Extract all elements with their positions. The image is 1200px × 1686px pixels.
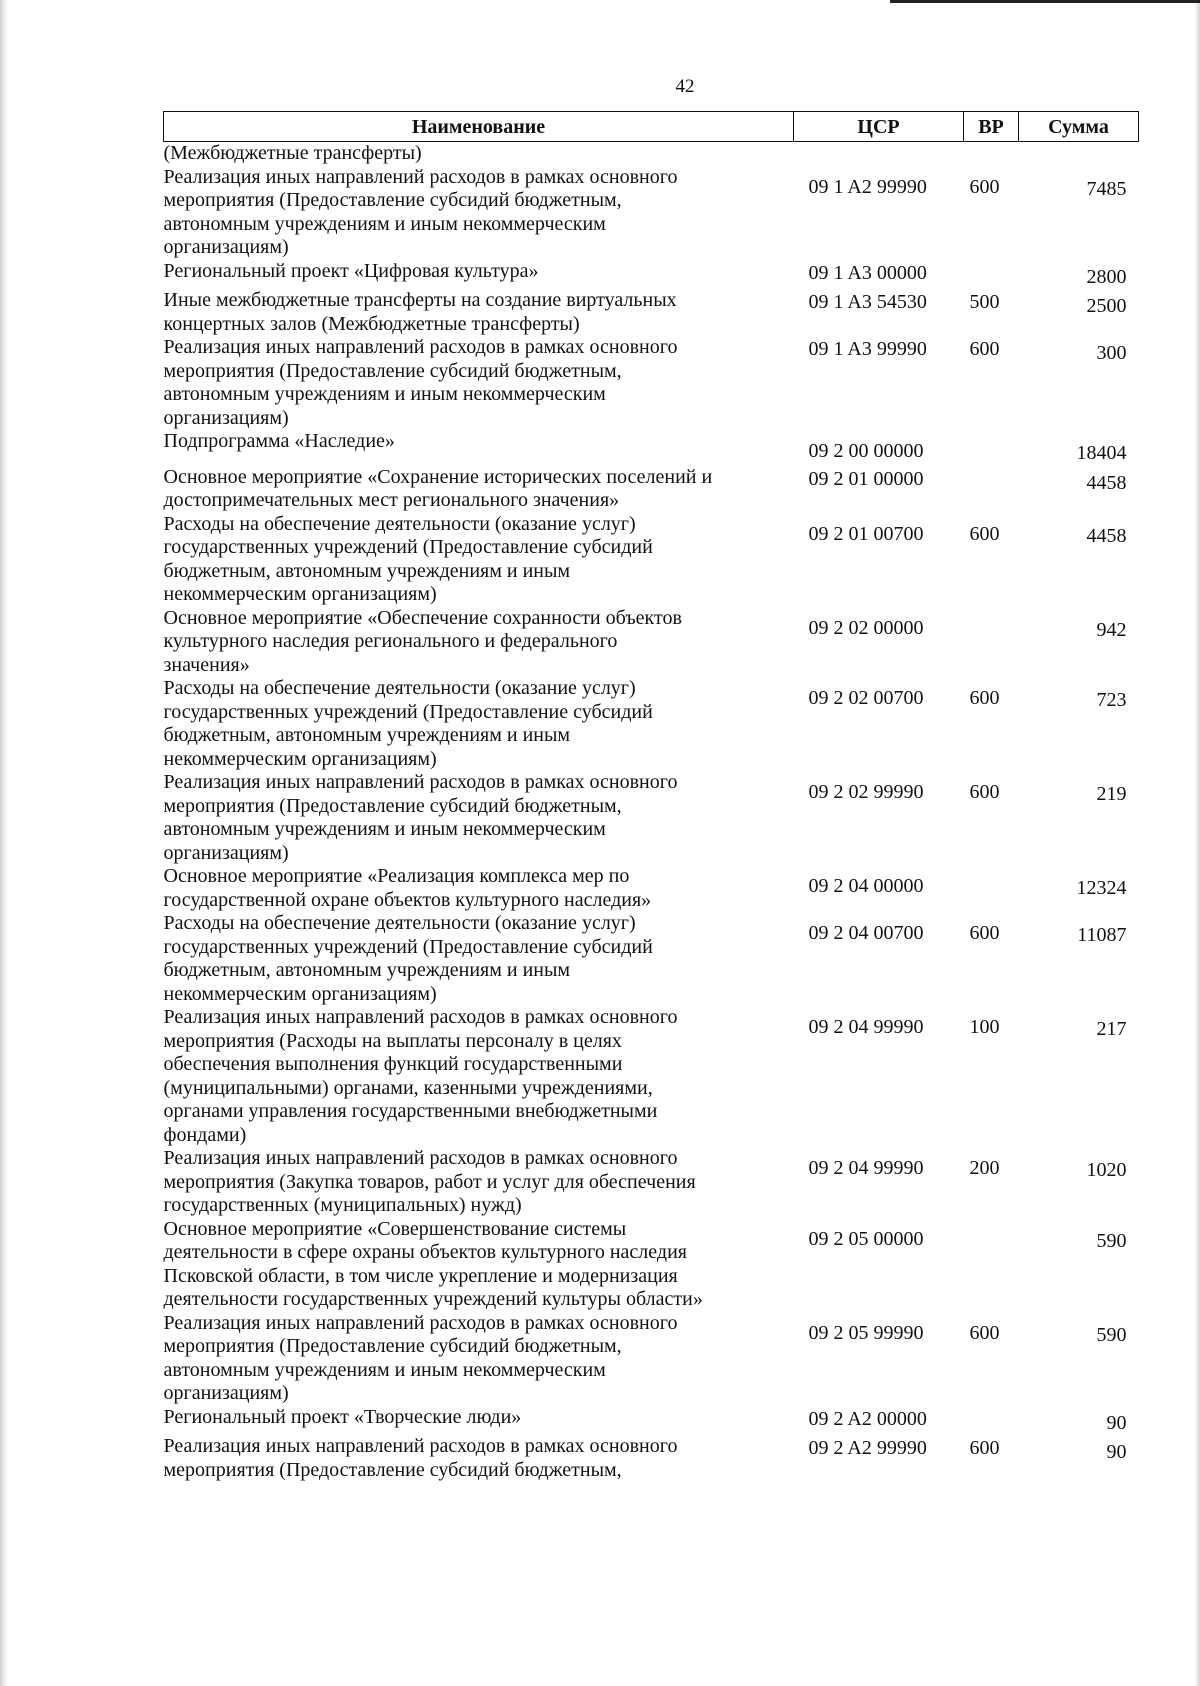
cell-vr: 600: [969, 922, 1000, 944]
cell-sum: 11087: [1077, 924, 1127, 946]
cell-vr: [964, 142, 1019, 166]
cell-vr: 200: [969, 1157, 1000, 1179]
cell-vr: [964, 607, 1019, 678]
table-row: [164, 1006, 1139, 1147]
cell-csr: 09 2 02 99990: [808, 781, 924, 803]
cell-sum: 4458: [1086, 524, 1127, 547]
cell-name: Подпрограмма «Наследие»: [163, 430, 395, 452]
cell-vr: 600: [969, 338, 1000, 360]
cell-name: Расходы на обеспечение деятельности (оказание услуг) государственных учреждений (Предоставление субсидий бюджетным, автономным учреждениям и иным некоммерческим организациям): [163, 677, 653, 770]
cell-vr: [964, 1218, 1019, 1312]
cell-vr: [964, 466, 1019, 513]
cell-csr: [794, 142, 964, 166]
cell-sum: 18404: [1076, 442, 1127, 464]
scan-edge-top: [890, 0, 1200, 3]
table-row: [164, 1218, 1139, 1312]
cell-sum: 219: [1096, 783, 1127, 805]
table-row: [164, 466, 1139, 513]
cell-csr: 09 1 A3 00000: [808, 261, 927, 284]
cell-name: Реализация иных направлений расходов в рамках основного мероприятия (Предоставление субсидий бюджетным, автономным учреждениям и иным некоммерческим организациям): [163, 1311, 678, 1404]
cell-sum: 90: [1106, 1441, 1127, 1463]
table-row: [164, 865, 1139, 912]
budget-table-container: [163, 111, 1138, 1482]
header-csr: ЦСР: [794, 112, 964, 142]
cell-sum: 723: [1096, 689, 1127, 711]
cell-vr: [964, 430, 1019, 466]
cell-name: Региональный проект «Творческие люди»: [163, 1405, 522, 1428]
table-row: [164, 1406, 1139, 1436]
table-row: [164, 260, 1139, 290]
cell-vr: 600: [969, 1321, 1000, 1344]
cell-name: Основное мероприятие «Сохранение исторических поселений и достопримечательных мест регионального значения»: [163, 465, 713, 511]
table-row: [164, 677, 1139, 771]
cell-csr: 09 2 04 99990: [808, 1157, 924, 1179]
cell-name: Региональный проект «Цифровая культура»: [163, 259, 539, 282]
cell-name: Расходы на обеспечение деятельности (оказание услуг) государственных учреждений (Предоставление субсидий бюджетным, автономным учреждениям и иным некоммерческим организациям): [163, 912, 653, 1005]
cell-sum: 4458: [1086, 471, 1127, 494]
cell-csr: 09 2 00 00000: [808, 440, 924, 462]
cell-vr: 600: [969, 781, 1000, 803]
cell-csr: 09 2 05 00000: [808, 1227, 924, 1250]
scan-edge-left: [0, 0, 8, 1686]
cell-csr: 09 2 04 00000: [808, 875, 924, 897]
cell-csr: 09 2 A2 99990: [808, 1437, 927, 1459]
table-header-row: [164, 112, 1139, 142]
cell-name: Основное мероприятие «Реализация комплекса мер по государственной охране объектов культурного наследия»: [163, 865, 652, 911]
table-row: [164, 912, 1139, 1006]
cell-sum: 217: [1096, 1018, 1127, 1040]
cell-name: Реализация иных направлений расходов в рамках основного мероприятия (Предоставление субсидий бюджетным, автономным учреждениям и иным некоммерческим организациям): [163, 165, 678, 258]
scan-edge-right: [1194, 0, 1200, 1686]
table-row: [164, 166, 1139, 260]
cell-sum: [1019, 142, 1139, 166]
cell-name: Реализация иных направлений расходов в рамках основного мероприятия (Закупка товаров, работ и услуг для обеспечения государственных (муниципальных) нужд): [163, 1147, 696, 1216]
cell-csr: 09 2 01 00700: [808, 522, 924, 545]
cell-name: (Межбюджетные трансферты): [163, 142, 422, 164]
cell-csr: 09 2 04 99990: [808, 1016, 924, 1038]
cell-name: Реализация иных направлений расходов в рамках основного мероприятия (Предоставление субсидий бюджетным, автономным учреждениям и иным некоммерческим организациям): [163, 771, 678, 864]
cell-sum: 2800: [1086, 265, 1127, 288]
cell-vr: [964, 865, 1019, 912]
table-row: [164, 607, 1139, 678]
budget-table: [163, 111, 1139, 1482]
table-row: [164, 289, 1139, 336]
cell-vr: 600: [969, 175, 1000, 198]
cell-name: Расходы на обеспечение деятельности (оказание услуг) государственных учреждений (Предоставление субсидий бюджетным, автономным учреждениям и иным некоммерческим организациям): [163, 512, 653, 605]
cell-sum: 90: [1106, 1411, 1127, 1434]
table-row: [164, 142, 1139, 166]
header-vr: ВР: [964, 112, 1019, 142]
cell-vr: 600: [969, 1437, 1000, 1459]
cell-sum: 942: [1096, 618, 1127, 641]
cell-vr: 500: [969, 291, 1000, 313]
table-row: [164, 513, 1139, 607]
cell-vr: 100: [969, 1016, 1000, 1038]
cell-sum: 300: [1096, 342, 1127, 364]
cell-csr: 09 1 A2 99990: [808, 175, 927, 198]
cell-sum: 12324: [1076, 877, 1127, 899]
cell-vr: [964, 260, 1019, 290]
cell-name: Основное мероприятие «Обеспечение сохранности объектов культурного наследия регионального и федерального значения»: [163, 606, 682, 676]
cell-csr: 09 1 A3 99990: [808, 338, 927, 360]
table-row: [164, 336, 1139, 430]
cell-csr: 09 2 01 00000: [808, 467, 924, 490]
cell-name: Реализация иных направлений расходов в рамках основного мероприятия (Расходы на выплаты персоналу в целях обеспечения выполнения функций государственными (муниципальными) органами, казенными учреждениями, органами управления государственными внебюджетными фондами): [163, 1006, 678, 1146]
cell-csr: 09 2 05 99990: [808, 1321, 924, 1344]
cell-sum: 1020: [1086, 1159, 1127, 1181]
header-sum: Сумма: [1019, 112, 1139, 142]
cell-sum: 7485: [1086, 177, 1127, 200]
table-row: [164, 1435, 1139, 1482]
table-row: [164, 430, 1139, 466]
cell-csr: 09 1 A3 54530: [808, 291, 927, 313]
cell-sum: 590: [1096, 1323, 1127, 1346]
table-row: [164, 1147, 1139, 1218]
cell-csr: 09 2 02 00700: [808, 687, 924, 709]
cell-name: Основное мероприятие «Совершенствование системы деятельности в сфере охраны объектов культурного наследия Псковской области, в том числе укрепление и модернизация деятельности государственных учреждений культуры области»: [163, 1217, 703, 1310]
cell-vr: 600: [969, 522, 1000, 545]
page-number: 42: [675, 76, 695, 97]
cell-csr: 09 2 02 00000: [808, 616, 924, 639]
cell-sum: 590: [1096, 1229, 1127, 1252]
cell-csr: 09 2 A2 00000: [808, 1407, 927, 1430]
cell-sum: 2500: [1086, 295, 1127, 317]
cell-name: Иные межбюджетные трансферты на создание виртуальных концертных залов (Межбюджетные трансферты): [163, 289, 677, 335]
cell-name: Реализация иных направлений расходов в рамках основного мероприятия (Предоставление субсидий бюджетным,: [163, 1435, 678, 1481]
table-row: [164, 1312, 1139, 1406]
cell-name: Реализация иных направлений расходов в рамках основного мероприятия (Предоставление субсидий бюджетным, автономным учреждениям и иным некоммерческим организациям): [163, 336, 678, 429]
table-row: [164, 771, 1139, 865]
cell-csr: 09 2 04 00700: [808, 922, 924, 944]
header-name: Наименование: [164, 112, 794, 142]
cell-vr: 600: [969, 687, 1000, 709]
cell-vr: [964, 1406, 1019, 1436]
